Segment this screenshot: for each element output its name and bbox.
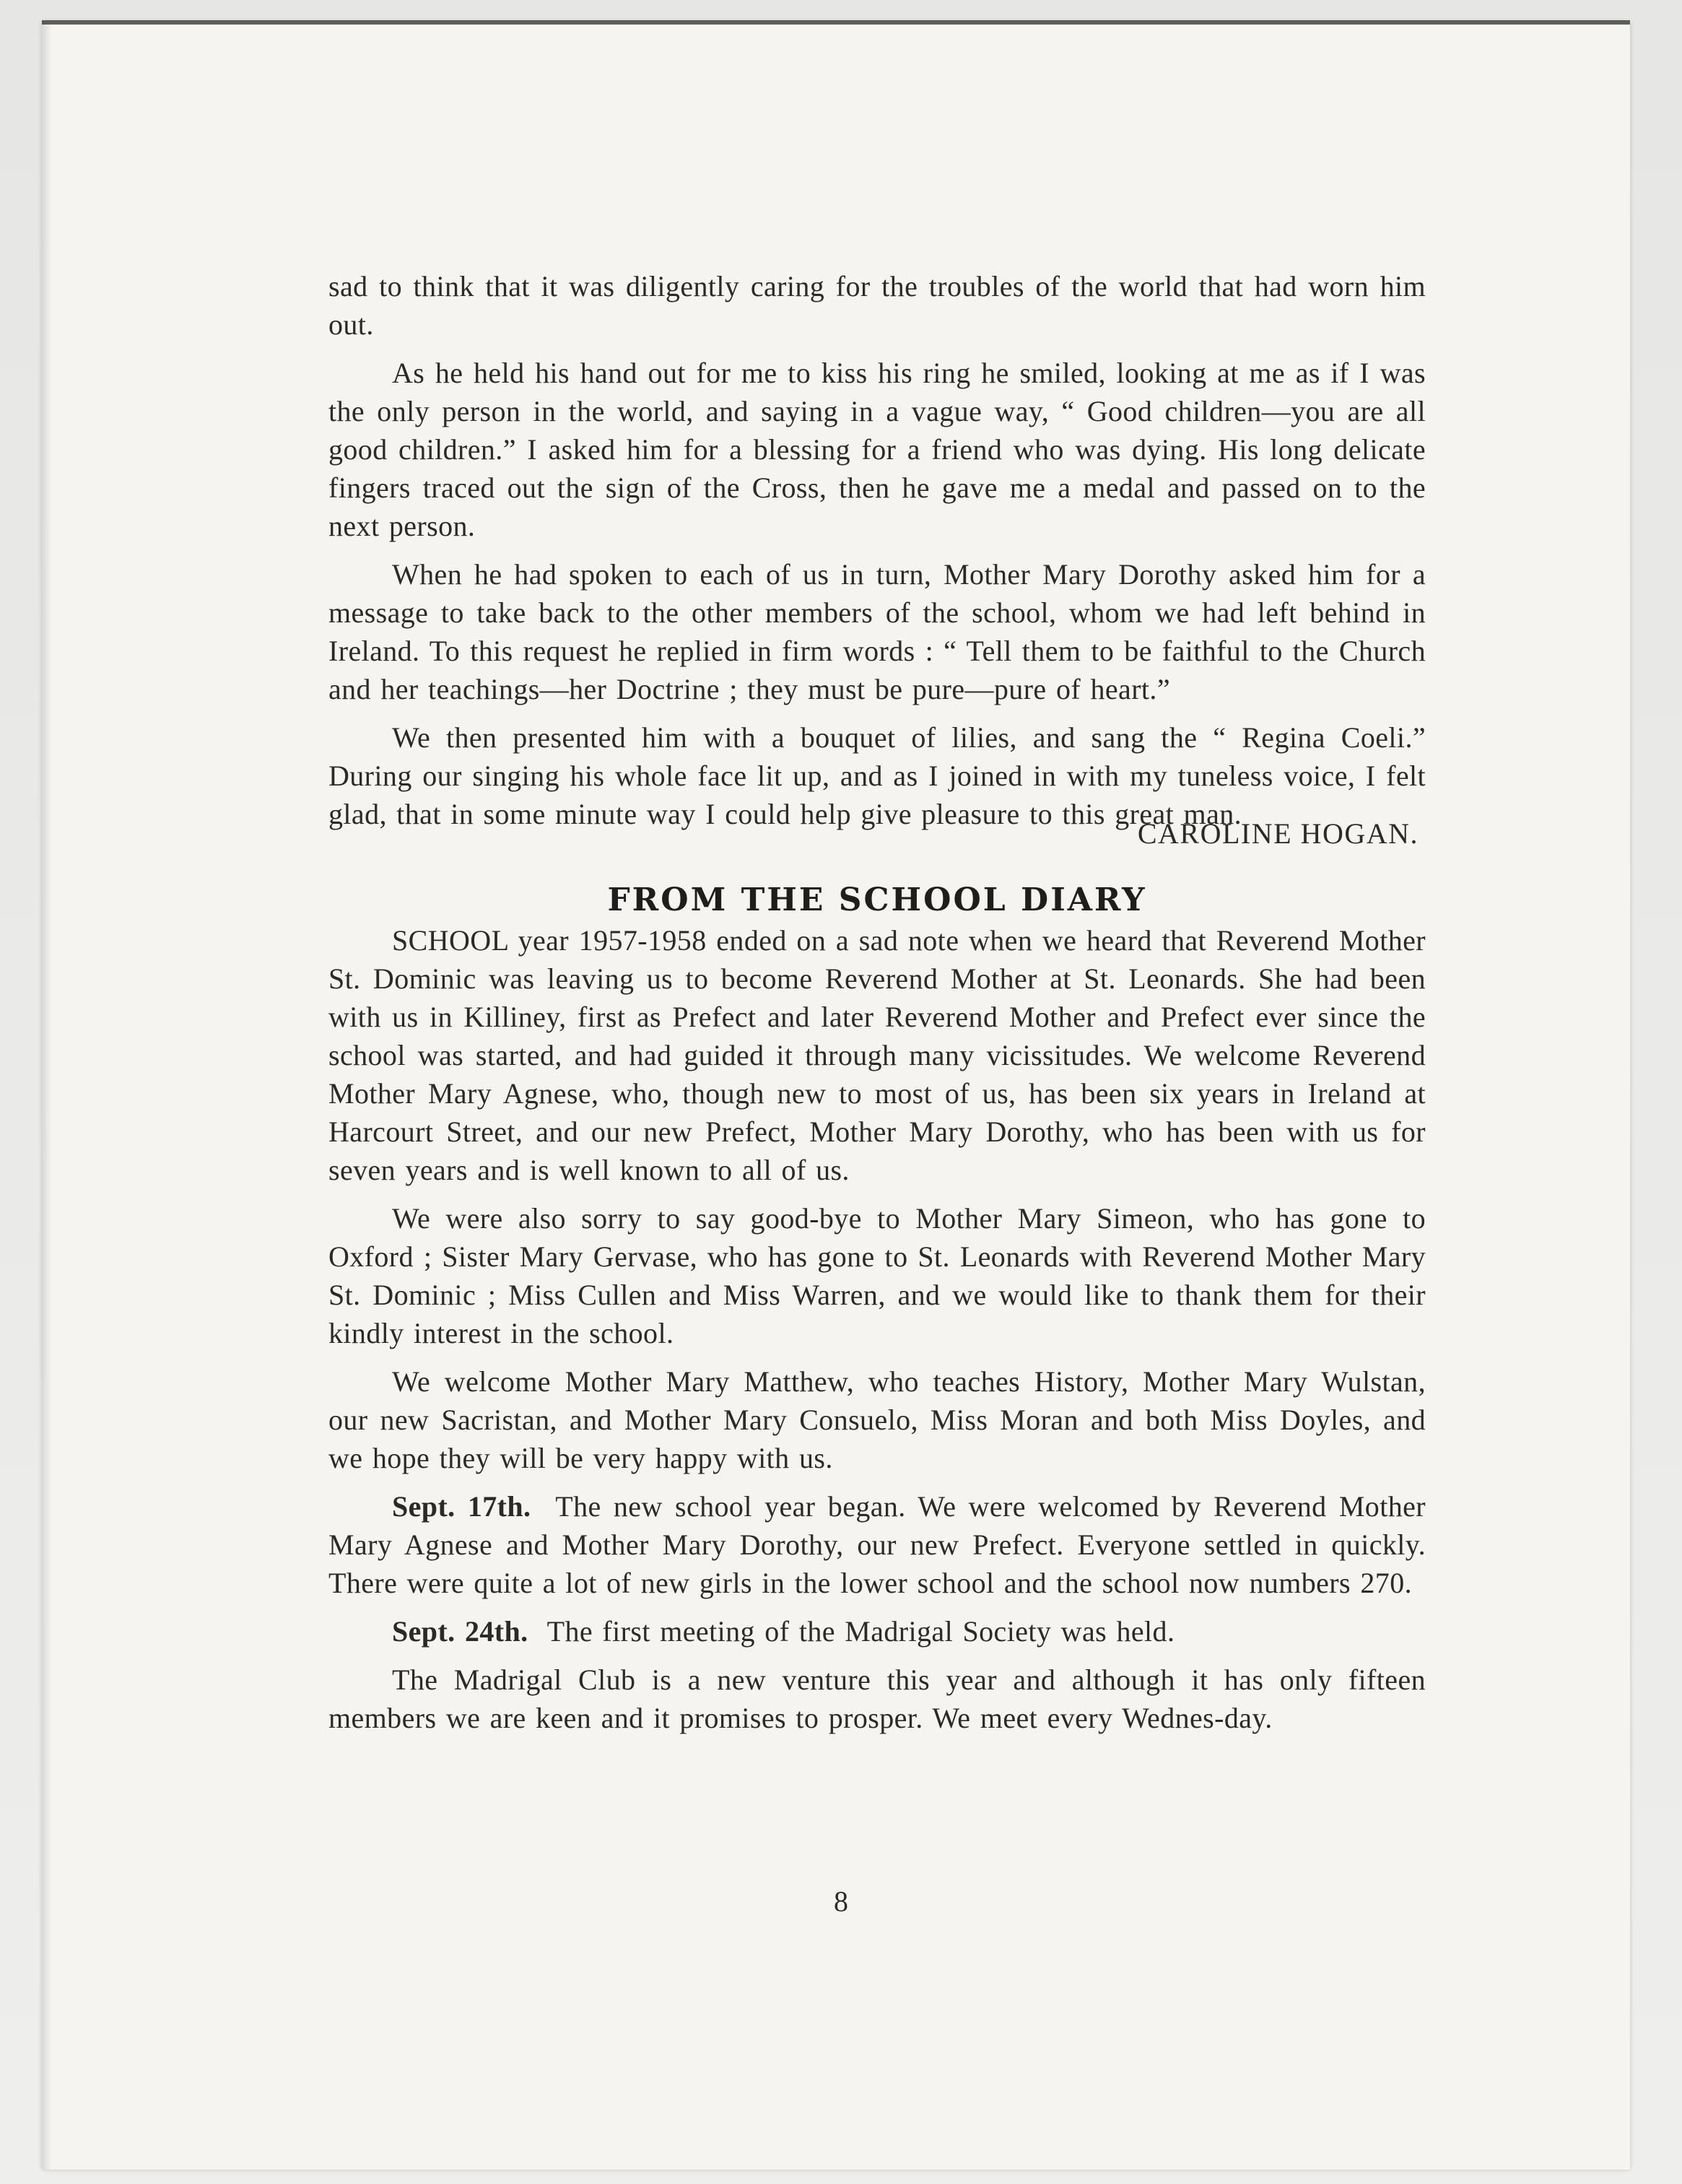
diary-entry-text: The new school year began. We were welcomed by Reverend Mother Mary Agnese and Mother Mary Dorothy, our new Prefect. Everyone settled in quickly. There were quite a lot of new girls in the lower school and the school now numbers 270. <box>328 1490 1426 1599</box>
section-heading: FROM THE SCHOOL DIARY <box>607 882 1147 918</box>
diary-entry <box>328 1487 1426 1602</box>
page-number: 8 <box>834 1885 848 1918</box>
page-edge <box>42 22 51 2170</box>
article-paragraph: As he held his hand out for me to kiss his ring he smiled, looking at me as if I was the only person in the world, and saying in a vague way, “ Good children—you are all good children.” I asked him for a blessing for a friend who was dying. His long delicate fingers traced out the sign of the Cross, then he gave me a medal and passed on to the next person. <box>328 357 1426 542</box>
article-paragraph: When he had spoken to each of us in turn, Mother Mary Dorothy asked him for a message to take back to the other members of the school, whom we had left behind in Ireland. To this request he replied in firm words : “ Tell them to be faithful to the Church and her teachings—her Doctrine ; they must be pure—pure of heart.” <box>328 558 1426 705</box>
page-top-edge <box>42 20 1630 25</box>
school-diary <box>328 882 1426 1737</box>
diary-paragraph: SCHOOL year 1957-1958 ended on a sad note when we heard that Reverend Mother St. Dominic was leaving us to become Reverend Mother at St. Leonards. She had been with us in Killiney, first as Prefect and later Reverend Mother and Prefect ever since the school was started, and had guided it through many vicissitudes. We welcome Reverend Mother Mary Agnese, who, though new to most of us, has been six years in Ireland at Harcourt Street, and our new Prefect, Mother Mary Dorothy, who has been with us for seven years and is well known to all of us. <box>328 924 1426 1186</box>
diary-entry-date: Sept. 24th. <box>392 1615 528 1648</box>
diary-entry <box>328 1612 1426 1650</box>
diary-entry-date: Sept. 17th. <box>392 1490 531 1523</box>
diary-entry-text: The first meeting of the Madrigal Society was held. <box>546 1615 1175 1648</box>
diary-paragraph: We welcome Mother Mary Matthew, who teaches History, Mother Mary Wulstan, our new Sacristan, and Mother Mary Consuelo, Miss Moran and both Miss Doyles, and we hope they will be very happy with us. <box>328 1365 1426 1474</box>
article-continuation <box>328 267 1426 853</box>
diary-paragraph: We were also sorry to say good-bye to Mother Mary Simeon, who has gone to Oxford ; Sister Mary Gervase, who has gone to St. Leonards with Reverend Mother Mary St. Dominic ; Miss Cullen and Miss Warren, and we would like to thank them for their kindly interest in the school. <box>328 1202 1426 1349</box>
article-paragraph: We then presented him with a bouquet of lilies, and sang the “ Regina Coeli.” During our singing his whole face lit up, and as I joined in with my tuneless voice, I felt glad, that in some minute way I could help give pleasure to this great man. <box>328 721 1426 830</box>
article-paragraph: sad to think that it was diligently caring for the troubles of the world that had worn him out. <box>328 270 1426 341</box>
page-content <box>328 267 1426 1747</box>
diary-paragraph: The Madrigal Club is a new venture this year and although it has only fifteen members we are keen and it promises to prosper. We meet every Wednes-day. <box>328 1663 1426 1734</box>
author-signature: CAROLINE HOGAN. <box>1137 817 1419 850</box>
